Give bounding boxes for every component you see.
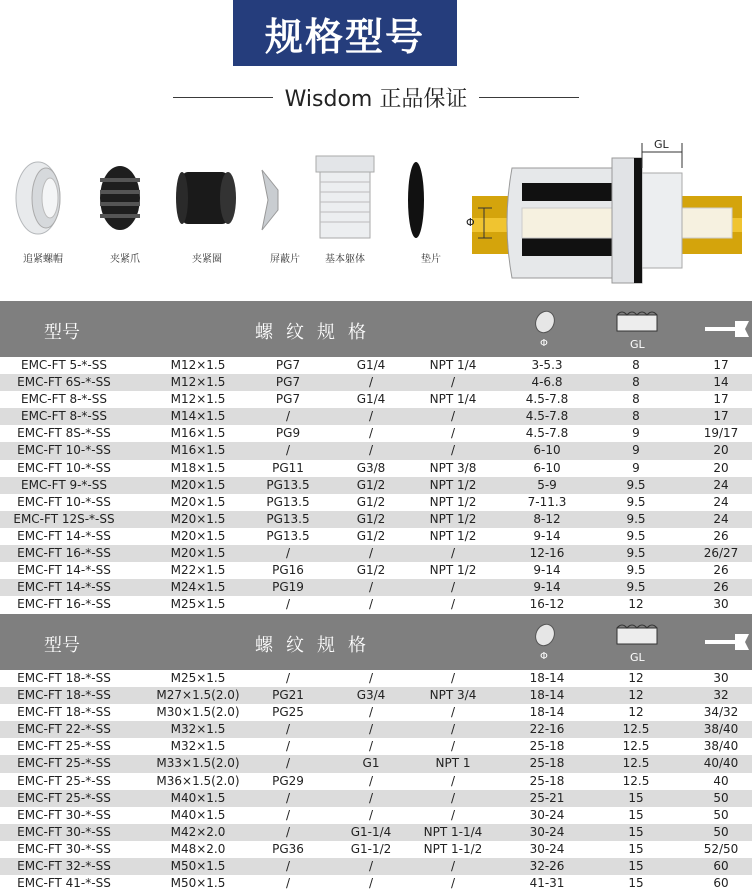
cell-model: EMC-FT 18-*-SS [17,688,111,703]
cell-metric-thread: M20×1.5 [170,546,226,561]
cell-metric-thread: M48×2.0 [170,841,226,856]
cell-gl: 12 [628,671,644,685]
cell-g-thread: G3/4 [356,688,386,703]
cell-model: EMC-FT 25-*-SS [17,790,111,805]
cell-model: EMC-FT 30-*-SS [17,824,111,839]
cell-pg-thread: PG9 [275,426,301,441]
cell-metric-thread: M36×1.5(2.0) [156,773,240,788]
cell-g-thread: / [368,722,374,737]
cell-gl: 9.5 [626,494,646,509]
cell-model: EMC-FT 14-*-SS [17,563,111,578]
cell-npt-thread: NPT 1-1/4 [423,824,483,839]
header-model: 型号 [44,635,80,656]
cell-npt-thread: / [450,790,456,805]
table-row [0,391,752,408]
cell-model: EMC-FT 14-*-SS [17,528,111,543]
cell-pg-thread: / [285,546,291,561]
cell-pg-thread: PG16 [272,563,304,578]
cell-cable-diameter: 30-24 [529,824,565,839]
divider-left [173,97,273,98]
table-row [0,374,752,391]
lock-nut-icon [8,150,68,245]
cell-cable-diameter: 22-16 [529,722,565,737]
subtitle-row [0,82,752,112]
table-row [0,596,752,613]
part-body [310,150,380,270]
cell-pg-thread: PG7 [275,392,301,407]
cell-model: EMC-FT 16-*-SS [17,546,111,561]
cell-g-thread: G1/2 [356,528,386,543]
cell-model: EMC-FT 22-*-SS [17,722,111,737]
cell-gl: 9.5 [626,563,646,578]
cell-wrench-size: 38/40 [703,722,739,737]
diameter-symbol: Φ [540,338,548,349]
cell-gl: 9 [632,426,640,441]
cell-gl: 15 [628,841,644,856]
cell-metric-thread: M24×1.5 [170,580,226,595]
cell-model: EMC-FT 6S-*-SS [17,375,111,390]
cell-wrench-size: 52/50 [703,841,739,856]
cell-pg-thread: / [285,790,291,805]
cell-gl: 9.5 [626,477,646,492]
cell-npt-thread: NPT 1 [435,756,471,771]
cell-npt-thread: NPT 1/2 [429,477,477,492]
part-label: 垫片 [421,254,441,265]
table-row [0,408,752,425]
cell-g-thread: G1/2 [356,494,386,509]
cell-gl: 8 [632,392,640,407]
cell-g-thread: / [368,597,374,612]
phi-dimension-label: Φ [466,216,475,229]
cell-g-thread: / [368,426,374,441]
part-label: 夹紧圈 [192,254,222,265]
cell-wrench-size: 50 [713,824,729,839]
cell-model: EMC-FT 30-*-SS [17,841,111,856]
cell-gl: 15 [628,824,644,839]
cell-cable-diameter: 6-10 [533,460,561,475]
part-seal-ring [172,150,242,270]
cell-model: EMC-FT 10-*-SS [17,460,111,475]
cell-metric-thread: M14×1.5 [170,409,226,424]
cell-pg-thread: / [285,756,291,771]
cell-metric-thread: M16×1.5 [170,443,226,458]
cell-npt-thread: NPT 1/4 [429,392,477,407]
cell-gl: 8 [632,358,640,372]
cell-metric-thread: M40×1.5 [170,790,226,805]
cell-gl: 9.5 [626,580,646,595]
cell-metric-thread: M12×1.5 [170,392,226,407]
cell-g-thread: / [368,739,374,754]
assembly-diagram [462,138,752,303]
cell-model: EMC-FT 32-*-SS [17,859,111,874]
cell-wrench-size: 38/40 [703,739,739,754]
cell-gl: 12 [628,705,644,720]
cell-model: EMC-FT 41-*-SS [17,876,111,891]
cell-metric-thread: M32×1.5 [170,739,226,754]
clamp-claw-icon [90,150,150,245]
cell-cable-diameter: 41-31 [529,876,565,891]
cell-gl: 15 [628,876,644,891]
cell-metric-thread: M18×1.5 [170,460,226,475]
cell-metric-thread: M22×1.5 [170,563,226,578]
cell-model: EMC-FT 10-*-SS [17,443,111,458]
cell-npt-thread: / [450,671,456,685]
cell-pg-thread: / [285,671,291,685]
cell-gl: 15 [628,790,644,805]
cell-gl: 8 [632,409,640,424]
cell-gl: 15 [628,859,644,874]
cell-gl: 9.5 [626,546,646,561]
cell-wrench-size: 24 [713,477,729,492]
table-row [0,858,752,875]
cell-metric-thread: M20×1.5 [170,528,226,543]
cell-npt-thread: NPT 1/2 [429,494,477,509]
cell-wrench-size: 60 [713,876,729,891]
table-row [0,357,752,374]
cell-pg-thread: PG7 [275,358,301,372]
cell-npt-thread: / [450,580,456,595]
cell-gl: 9 [632,460,640,475]
cell-cable-diameter: 4.5-7.8 [525,392,569,407]
part-lock-nut [8,150,78,270]
cell-wrench-size: 19/17 [703,426,739,441]
table-row [0,824,752,841]
table-row [0,460,752,477]
wrench-icon [705,317,749,341]
part-label: 夹紧爪 [110,254,140,265]
cell-g-thread: / [368,671,374,685]
cell-g-thread: / [368,409,374,424]
cell-g-thread: / [368,580,374,595]
cell-wrench-size: 24 [713,494,729,509]
cell-gl: 12 [628,688,644,703]
cell-metric-thread: M40×1.5 [170,807,226,822]
table-row [0,687,752,704]
cell-g-thread: / [368,375,374,390]
cell-wrench-size: 30 [713,597,729,612]
table-row [0,562,752,579]
cell-g-thread: G1/2 [356,477,386,492]
table2-body [0,670,752,891]
cell-pg-thread: / [285,824,291,839]
cell-model: EMC-FT 12S-*-SS [13,511,115,526]
gl-header-label: GL [630,338,645,351]
cell-pg-thread: PG25 [272,705,304,720]
cell-npt-thread: / [450,739,456,754]
cell-gl: 9 [632,443,640,458]
table-row [0,442,752,459]
cell-cable-diameter: 6-10 [533,443,561,458]
header-model: 型号 [44,322,80,343]
cell-cable-diameter: 8-12 [533,511,561,526]
gasket-icon [396,150,436,245]
cell-gl: 12.5 [622,756,650,771]
header-thread-spec: 螺纹规格 [255,322,379,343]
cell-metric-thread: M25×1.5 [170,671,226,685]
wrench-icon [705,630,749,654]
cell-metric-thread: M33×1.5(2.0) [156,756,240,771]
cell-model: EMC-FT 8-*-SS [20,392,107,407]
cell-pg-thread: / [285,722,291,737]
cell-gl: 12.5 [622,722,650,737]
cell-g-thread: / [368,790,374,805]
cell-metric-thread: M32×1.5 [170,722,226,737]
cell-g-thread: G1-1/2 [350,841,392,856]
cell-npt-thread: / [450,597,456,612]
cell-wrench-size: 60 [713,859,729,874]
cell-pg-thread: / [285,443,291,458]
cell-metric-thread: M20×1.5 [170,477,226,492]
table-row [0,875,752,891]
cell-cable-diameter: 3-5.3 [531,358,563,372]
diameter-icon [530,307,560,353]
table-row [0,807,752,824]
cell-npt-thread: / [450,807,456,822]
cell-wrench-size: 34/32 [703,705,739,720]
table-row [0,425,752,442]
cell-pg-thread: PG13.5 [266,477,310,492]
cell-cable-diameter: 25-18 [529,739,565,754]
cell-model: EMC-FT 16-*-SS [17,597,111,612]
cell-metric-thread: M12×1.5 [170,358,226,372]
cell-metric-thread: M16×1.5 [170,426,226,441]
cell-gl: 15 [628,807,644,822]
cell-pg-thread: PG29 [272,773,304,788]
cell-metric-thread: M27×1.5(2.0) [156,688,240,703]
cell-npt-thread: / [450,426,456,441]
cell-cable-diameter: 30-24 [529,807,565,822]
cell-pg-thread: PG19 [272,580,304,595]
cell-g-thread: G1 [362,756,380,771]
cell-g-thread: G1/4 [356,358,386,372]
subtitle: Wisdom 正品保证 [284,86,468,112]
gl-header-label: GL [630,651,645,664]
cell-g-thread: / [368,705,374,720]
cell-model: EMC-FT 18-*-SS [17,671,111,685]
cell-wrench-size: 24 [713,511,729,526]
cell-g-thread: / [368,876,374,891]
cell-model: EMC-FT 10-*-SS [17,494,111,509]
cell-wrench-size: 40/40 [703,756,739,771]
table-row [0,670,752,687]
cell-gl: 8 [632,375,640,390]
cell-g-thread: / [368,443,374,458]
cell-g-thread: / [368,546,374,561]
table-row [0,545,752,562]
cell-model: EMC-FT 5-*-SS [20,358,107,372]
divider-right [479,97,579,98]
cell-cable-diameter: 32-26 [529,859,565,874]
cell-g-thread: / [368,859,374,874]
cell-wrench-size: 17 [713,358,729,372]
table-row [0,738,752,755]
cell-pg-thread: / [285,807,291,822]
cell-wrench-size: 20 [713,460,729,475]
cell-cable-diameter: 25-18 [529,756,565,771]
cell-npt-thread: NPT 3/8 [429,460,477,475]
table2-header [0,614,752,670]
cell-metric-thread: M50×1.5 [170,876,226,891]
header-thread-spec: 螺纹规格 [255,635,379,656]
cell-cable-diameter: 18-14 [529,688,565,703]
cell-wrench-size: 17 [713,392,729,407]
cell-pg-thread: / [285,859,291,874]
table-row [0,790,752,807]
table-row [0,528,752,545]
cell-model: EMC-FT 14-*-SS [17,580,111,595]
cell-model: EMC-FT 8-*-SS [20,409,107,424]
cell-npt-thread: / [450,409,456,424]
part-label: 基本躯体 [325,254,365,265]
cell-g-thread: G3/8 [356,460,386,475]
cell-model: EMC-FT 8S-*-SS [17,426,111,441]
cell-metric-thread: M30×1.5(2.0) [156,705,240,720]
cell-metric-thread: M20×1.5 [170,511,226,526]
cell-pg-thread: PG7 [275,375,301,390]
cell-g-thread: / [368,773,374,788]
table-row [0,755,752,772]
cell-g-thread: G1/2 [356,511,386,526]
cell-cable-diameter: 7-11.3 [527,494,567,509]
cell-wrench-size: 32 [713,688,729,703]
cell-pg-thread: PG13.5 [266,511,310,526]
cell-wrench-size: 14 [713,375,729,390]
cell-pg-thread: PG13.5 [266,528,310,543]
part-gasket [396,150,466,270]
cell-g-thread: G1-1/4 [350,824,392,839]
cell-pg-thread: / [285,409,291,424]
cell-pg-thread: PG11 [272,460,304,475]
table-row [0,704,752,721]
cell-gl: 12.5 [622,739,650,754]
cell-pg-thread: / [285,739,291,754]
table-row [0,773,752,790]
cell-pg-thread: PG21 [272,688,304,703]
cell-wrench-size: 40 [713,773,729,788]
cell-npt-thread: NPT 1/2 [429,563,477,578]
cell-wrench-size: 20 [713,443,729,458]
table-row [0,841,752,858]
gl-thread-icon [614,307,660,353]
cell-metric-thread: M25×1.5 [170,597,226,612]
seal-ring-icon [172,150,242,245]
diameter-symbol: Φ [540,651,548,662]
cell-metric-thread: M20×1.5 [170,494,226,509]
cell-cable-diameter: 25-21 [529,790,565,805]
part-label: 屏蔽片 [270,254,300,265]
page-title: 规格型号 [264,14,425,59]
cell-npt-thread: NPT 3/4 [429,688,477,703]
cell-metric-thread: M12×1.5 [170,375,226,390]
cell-cable-diameter: 4-6.8 [531,375,563,390]
table-row [0,477,752,494]
cell-pg-thread: PG36 [272,841,304,856]
body-icon [310,150,385,245]
cell-cable-diameter: 9-14 [533,563,561,578]
cell-gl: 9.5 [626,528,646,543]
cell-cable-diameter: 9-14 [533,580,561,595]
cell-npt-thread: / [450,546,456,561]
cell-metric-thread: M50×1.5 [170,859,226,874]
cell-cable-diameter: 30-24 [529,841,565,856]
cell-npt-thread: NPT 1/2 [429,511,477,526]
cell-wrench-size: 26 [713,580,729,595]
part-clamp-claw [90,150,160,270]
cell-npt-thread: / [450,375,456,390]
diameter-icon [530,620,560,666]
cell-wrench-size: 50 [713,790,729,805]
cell-pg-thread: / [285,876,291,891]
parts-exploded-view [0,150,450,270]
table-row [0,511,752,528]
cell-gl: 9.5 [626,511,646,526]
cross-section-icon [462,138,752,303]
cell-wrench-size: 26/27 [703,546,739,561]
cell-cable-diameter: 12-16 [529,546,565,561]
table-row [0,721,752,738]
cell-cable-diameter: 18-14 [529,671,565,685]
cell-npt-thread: NPT 1/2 [429,528,477,543]
cell-gl: 12 [628,597,644,612]
cell-g-thread: G1/4 [356,392,386,407]
cell-model: EMC-FT 25-*-SS [17,739,111,754]
gl-thread-icon [614,620,660,666]
cell-wrench-size: 50 [713,807,729,822]
gl-dimension-label: GL [654,138,669,151]
shield-spring-icon [250,150,290,245]
cell-gl: 12.5 [622,773,650,788]
table1-header [0,301,752,357]
cell-cable-diameter: 4.5-7.8 [525,426,569,441]
cell-npt-thread: / [450,705,456,720]
cell-model: EMC-FT 25-*-SS [17,756,111,771]
page-title-banner [233,0,457,66]
cell-cable-diameter: 4.5-7.8 [525,409,569,424]
cell-npt-thread: NPT 1-1/2 [423,841,483,856]
cell-cable-diameter: 5-9 [537,477,557,492]
cell-cable-diameter: 9-14 [533,528,561,543]
cell-g-thread: / [368,807,374,822]
table-row [0,579,752,596]
table1-body [0,357,752,613]
cell-wrench-size: 26 [713,563,729,578]
cell-npt-thread: / [450,876,456,891]
cell-cable-diameter: 18-14 [529,705,565,720]
cell-model: EMC-FT 25-*-SS [17,773,111,788]
cell-npt-thread: NPT 1/4 [429,358,477,372]
cell-model: EMC-FT 9-*-SS [20,477,107,492]
cell-wrench-size: 30 [713,671,729,685]
cell-model: EMC-FT 30-*-SS [17,807,111,822]
cell-wrench-size: 17 [713,409,729,424]
cell-model: EMC-FT 18-*-SS [17,705,111,720]
cell-cable-diameter: 25-18 [529,773,565,788]
cell-cable-diameter: 16-12 [529,597,565,612]
cell-wrench-size: 26 [713,528,729,543]
cell-npt-thread: / [450,722,456,737]
cell-pg-thread: / [285,597,291,612]
part-label: 追紧螺帽 [23,254,63,265]
cell-npt-thread: / [450,773,456,788]
cell-npt-thread: / [450,443,456,458]
cell-metric-thread: M42×2.0 [170,824,226,839]
cell-npt-thread: / [450,859,456,874]
cell-g-thread: G1/2 [356,563,386,578]
table-row [0,494,752,511]
cell-pg-thread: PG13.5 [266,494,310,509]
